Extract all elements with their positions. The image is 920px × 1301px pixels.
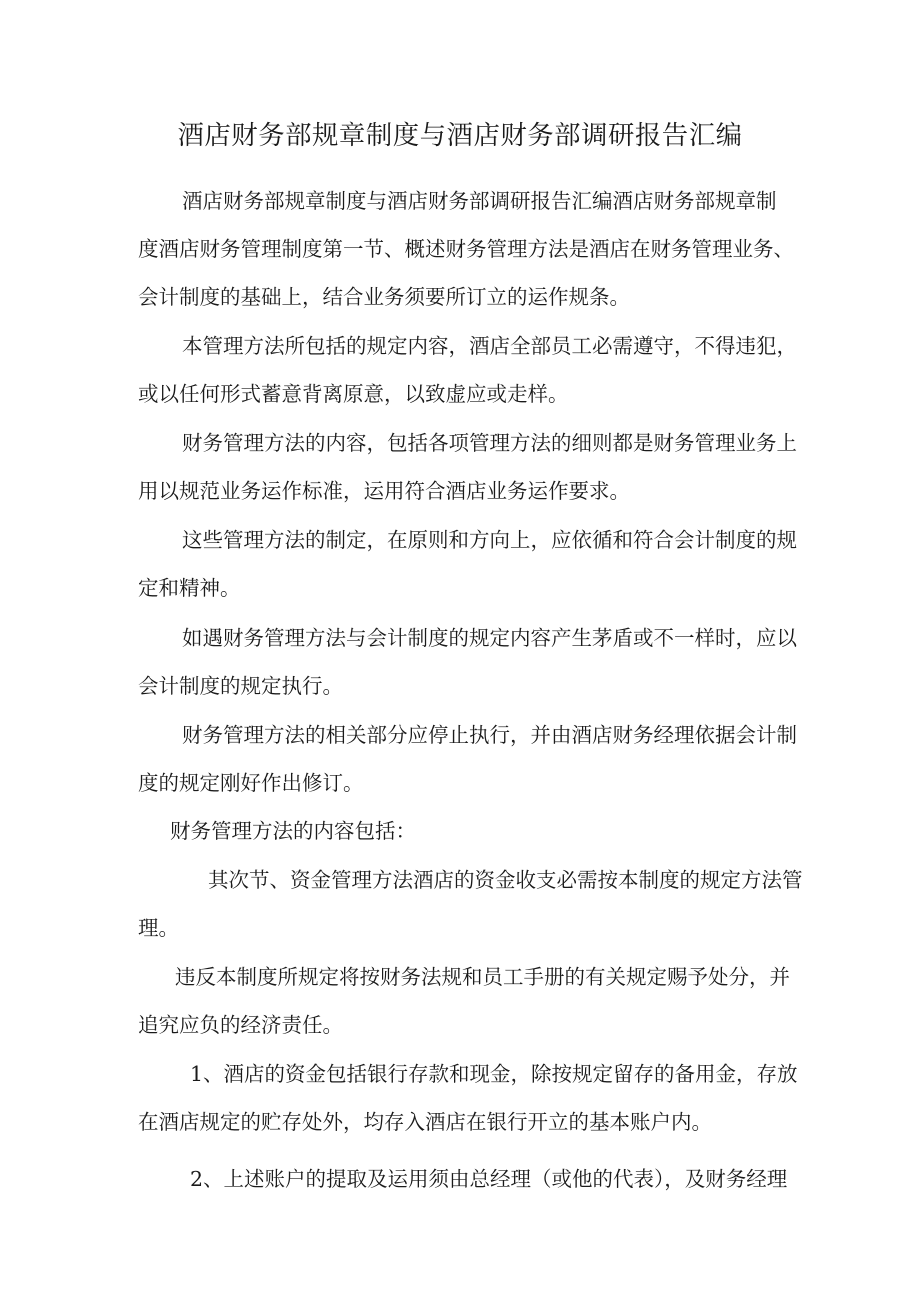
body-line: 1、酒店的资金包括银行存款和现金，除按规定留存的备用金，存放 xyxy=(190,1062,798,1086)
body-line: 违反本制度所规定将按财务法规和员工手册的有关规定赐予处分，并 xyxy=(175,965,790,989)
body-line: 用以规范业务运作标准，运用符合酒店业务运作要求。 xyxy=(138,479,630,503)
body-line: 定和精神。 xyxy=(138,576,241,600)
body-line: 酒店财务部规章制度与酒店财务部调研报告汇编酒店财务部规章制 xyxy=(182,189,777,213)
body-line: 本管理方法所包括的规定内容，酒店全部员工必需遵守，不得违犯， xyxy=(182,334,797,358)
body-line: 财务管理方法的相关部分应停止执行，并由酒店财务经理依据会计制 xyxy=(182,723,797,747)
body-line: 财务管理方法的内容，包括各项管理方法的细则都是财务管理业务上 xyxy=(182,431,797,455)
body-line: 2、上述账户的提取及运用须由总经理（或他的代表），及财务经理 xyxy=(190,1167,788,1191)
body-line: 这些管理方法的制定，在原则和方向上，应依循和符合会计制度的规 xyxy=(182,528,797,552)
body-line: 其次节、资金管理方法酒店的资金收支必需按本制度的规定方法管 xyxy=(208,868,803,892)
body-line: 或以任何形式蓄意背离原意，以致虚应或走样。 xyxy=(138,382,569,406)
body-line: 度的规定刚好作出修订。 xyxy=(138,771,364,795)
body-line: 会计制度的规定执行。 xyxy=(138,674,343,698)
body-line: 财务管理方法的内容包括： xyxy=(170,819,416,843)
body-line: 度酒店财务管理制度第一节、概述财务管理方法是酒店在财务管理业务、 xyxy=(138,237,794,261)
body-line: 追究应负的经济责任。 xyxy=(138,1013,343,1037)
body-line: 理。 xyxy=(138,916,179,940)
body-line: 会计制度的基础上，结合业务须要所订立的运作规条。 xyxy=(138,285,630,309)
document-title: 酒店财务部规章制度与酒店财务部调研报告汇编 xyxy=(177,120,743,151)
body-line: 在酒店规定的贮存处外，均存入酒店在银行开立的基本账户内。 xyxy=(138,1110,712,1134)
body-line: 如遇财务管理方法与会计制度的规定内容产生茅盾或不一样时，应以 xyxy=(182,626,797,650)
